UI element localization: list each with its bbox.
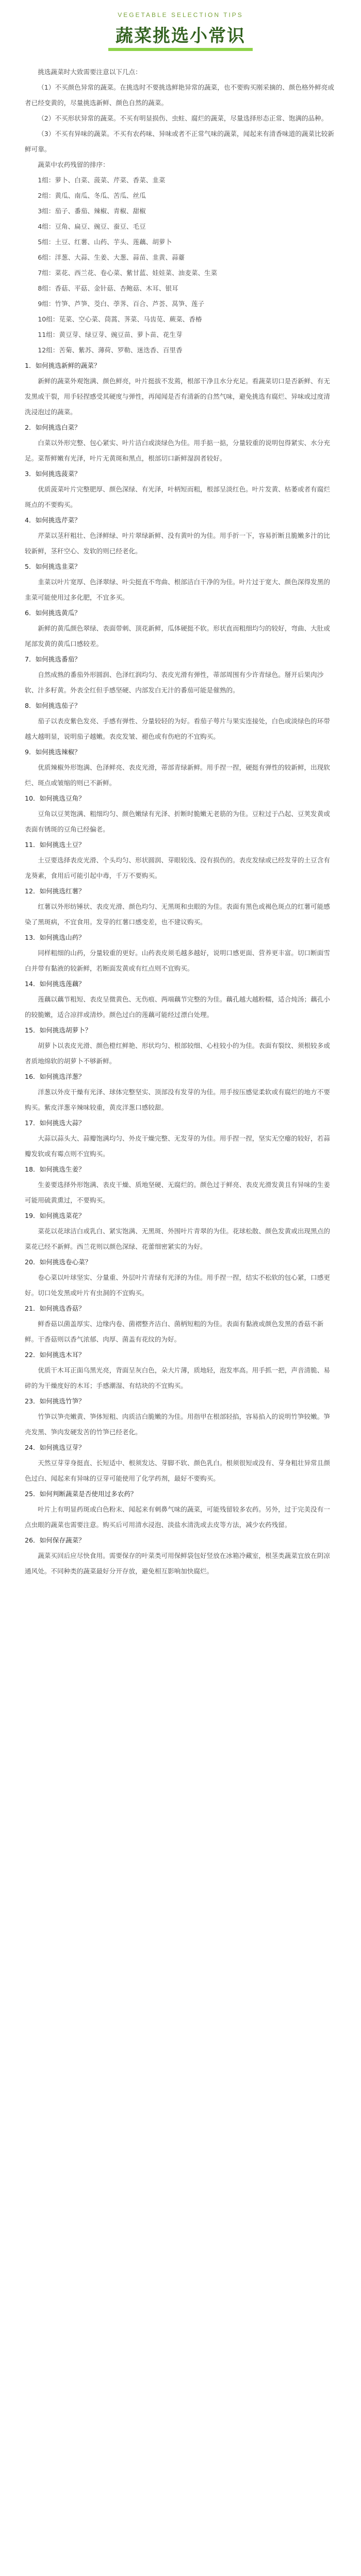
paragraph: 白菜以外形完整、包心紧实、叶片洁白或淡绿色为佳。用手掂一掂，分量较重的说明包得紧实、水分充足。菜帮鲜嫩有光泽，叶片无黄斑和黑点，根部切口新鲜湿润者较好。: [25, 439, 330, 462]
paragraph: 生姜要选择外形饱满、表皮干燥、质地坚硬、无腐烂的。颜色过于鲜亮、表皮光滑发黄且有异味的生姜可能用硫黄熏过，不要购买。: [25, 1181, 330, 1204]
paragraph: 蔬菜中农药残留的排序：: [38, 161, 109, 168]
paragraph: 新鲜的蔬菜外观饱满、颜色鲜亮，叶片挺拔不发蔫，根部干净且水分充足。看蔬菜切口是否新鲜、有无发黑或干裂，用手轻捏感受其硬度与弹性，再闻闻是否有清新的自然气味，避免挑选有腐烂、异味或过度清洗浸泡过的蔬菜。: [25, 377, 330, 416]
paragraph: 豆角以豆荚饱满、粗细均匀、颜色嫩绿有光泽、折断时脆嫩无老筋的为佳。豆粒过于凸起、豆荚发黄或表面有锈斑的豆角已经偏老。: [25, 810, 330, 833]
question-heading: 4．如何挑选芹菜？: [25, 516, 81, 524]
header-eyebrow: VEGETABLE SELECTION TIPS: [118, 11, 243, 19]
article-body: [0, 51, 361, 1579]
paragraph: 12组：苦菊、紫苏、薄荷、罗勒、迷迭香、百里香: [38, 346, 183, 354]
question-heading: 25．如何判断蔬菜是否使用过多农药？: [25, 1490, 137, 1498]
question-heading: 18．如何挑选生姜？: [25, 1165, 85, 1173]
paragraph: 9组：竹笋、芦笋、茭白、荸荠、百合、芦荟、莴笋、莲子: [38, 300, 205, 308]
question-heading: 10．如何挑选豆角？: [25, 794, 85, 802]
paragraph: 韭菜以叶片宽厚、色泽翠绿、叶尖挺直不弯曲、根部洁白干净的为佳。叶片过于宽大、颜色深得发黑的韭菜可能使用过多化肥，不宜多买。: [25, 578, 330, 601]
paragraph: 红薯以外形纺锤状、表皮光滑、颜色均匀、无黑斑和虫眼的为佳。表面有黑色或褐色斑点的红薯可能感染了黑斑病，不宜食用。发芽的红薯口感变差，也不建议购买。: [25, 903, 330, 926]
paragraph: 2组：黄瓜、南瓜、冬瓜、苦瓜、丝瓜: [38, 192, 146, 199]
question-heading: 21．如何挑选香菇？: [25, 1304, 85, 1312]
paragraph: （3）不买有异味的蔬菜。不买有农药味、异味或者不正常气味的蔬菜，闻起来有清香味道的蔬菜比较新鲜可靠。: [25, 130, 334, 153]
question-heading: 2．如何挑选白菜？: [25, 423, 81, 431]
paragraph: 芹菜以茎秆粗壮、色泽鲜绿、叶片翠绿新鲜、没有黄叶的为佳。用手折一下，容易折断且脆嫩多汁的比较新鲜，茎秆空心、发软的则已经老化。: [25, 532, 330, 555]
question-heading: 1．如何挑选新鲜的蔬菜？: [25, 362, 101, 369]
paragraph: 同样粗细的山药，分量较重的更好。山药表皮须毛越多越好，说明口感更面、营养更丰富。切口断面雪白并带有黏液的较新鲜，若断面发黄或有红点则不宜购买。: [25, 949, 330, 972]
question-heading: 17．如何挑选大蒜？: [25, 1119, 85, 1127]
paragraph: 土豆要选择表皮光滑、个头均匀、形状圆润、芽眼较浅、没有损伤的。表皮发绿或已经发芽的土豆含有龙葵素，食用后可能引起中毒，千万不要购买。: [25, 856, 330, 879]
paragraph: 菜花以花球洁白或乳白、紧实饱满、无黑斑、外围叶片青翠的为佳。花球松散、颜色发黄或出现黑点的菜花已经不新鲜。西兰花则以颜色深绿、花蕾细密紧实的为好。: [25, 1227, 330, 1250]
question-heading: 15．如何挑选胡萝卜？: [25, 1026, 92, 1034]
paragraph: 7组：菜花、西兰花、卷心菜、紫甘蓝、娃娃菜、油麦菜、生菜: [38, 269, 218, 277]
paragraph: 卷心菜以叶球坚实、分量重、外层叶片青绿有光泽的为佳。用手捏一捏，结实不松软的包心紧，口感更好。切口处发黑或叶片有虫洞的不宜购买。: [25, 1274, 330, 1297]
question-heading: 8．如何挑选茄子？: [25, 702, 81, 709]
question-heading: 6．如何挑选黄瓜？: [25, 609, 81, 617]
question-heading: 22．如何挑选木耳？: [25, 1351, 85, 1359]
paragraph: （2）不买形状异常的蔬菜。不买有明显损伤、虫蛀、腐烂的蔬菜，尽量选择形态正常、饱满的品种。: [38, 114, 328, 122]
paragraph: 10组：苋菜、空心菜、茼蒿、荠菜、马齿苋、蕨菜、香椿: [38, 315, 202, 323]
paragraph: 自然成熟的番茄外形圆润、色泽红润均匀、表皮光滑有弹性，蒂部周围有少许青绿色。掰开后果肉沙软、汁多籽黄。外表全红但手感坚硬、内部发白无汁的番茄可能是催熟的。: [25, 671, 324, 694]
paragraph: 4组：豆角、扁豆、豌豆、蚕豆、毛豆: [38, 223, 146, 230]
question-heading: 14．如何挑选莲藕？: [25, 980, 85, 988]
paragraph: 挑选蔬菜时大致需要注意以下几点：: [38, 68, 142, 76]
question-heading: 16．如何挑选洋葱？: [25, 1073, 85, 1080]
paragraph: 蔬菜买回后应尽快食用。需要保存的叶菜类可用保鲜袋包好竖放在冰箱冷藏室，根茎类蔬菜宜放在阴凉通风处。不同种类的蔬菜最好分开存放，避免相互影响加快腐烂。: [25, 1552, 330, 1575]
question-heading: 7．如何挑选番茄？: [25, 655, 81, 663]
paragraph: 优质干木耳正面乌黑光亮，背面呈灰白色，朵大片薄，质地轻，泡发率高。用手抓一把，声音清脆、易碎的为干燥度好的木耳；手感潮湿、有结块的不宜购买。: [25, 1366, 330, 1389]
paragraph: 鲜香菇以菌盖厚实、边缘内卷、菌褶整齐洁白、菌柄短粗的为佳。表面有黏液或颜色发黑的香菇不新鲜。干香菇则以香气浓郁、肉厚、菌盖有花纹的为好。: [25, 1320, 324, 1343]
page-title: 蔬菜挑选小常识: [108, 22, 253, 51]
paragraph: 优质菠菜叶片完整肥厚、颜色深绿、有光泽，叶柄短而粗，根部呈淡红色。叶片发黄、枯萎或者有腐烂斑点的不要购买。: [25, 485, 330, 509]
question-heading: 19．如何挑选菜花？: [25, 1212, 85, 1219]
paragraph: 天然豆芽芽身挺直、长短适中、根须发达、芽脚不软、颜色乳白。根须很短或没有、芽身粗壮异常且颜色过白、闻起来有异味的豆芽可能使用了化学药剂，最好不要购买。: [25, 1459, 330, 1482]
paragraph: 8组：香菇、平菇、金针菇、杏鲍菇、木耳、银耳: [38, 284, 178, 292]
header: [0, 0, 361, 51]
paragraph: 新鲜的黄瓜颜色翠绿、表面带刺、顶花新鲜，瓜体硬挺不软。形状直而粗细均匀的较好，弯曲、大肚或尾部发黄的黄瓜口感较差。: [25, 624, 330, 648]
paragraph: 优质辣椒外形饱满、色泽鲜亮、表皮光滑，蒂部青绿新鲜。用手捏一捏，硬挺有弹性的较新鲜，出现软烂、斑点或皱缩的则已不新鲜。: [25, 764, 330, 787]
paragraph: 叶片上有明显药斑或白色粉末、闻起来有刺鼻气味的蔬菜，可能残留较多农药。另外，过于完美没有一点虫眼的蔬菜也需要注意。购买后可用清水浸泡、淡盐水清洗或去皮等方法，减少农药残留。: [25, 1505, 330, 1529]
question-heading: 9．如何挑选辣椒？: [25, 748, 81, 756]
paragraph: 大蒜以蒜头大、蒜瓣饱满均匀、外皮干燥完整、无发芽的为佳。用手捏一捏，坚实无空瘪的较好，若蒜瓣发软或有霉点则不宜购买。: [25, 1134, 330, 1158]
question-heading: 12．如何挑选红薯？: [25, 887, 85, 895]
question-heading: 11．如何挑选土豆？: [25, 841, 85, 849]
paragraph: 胡萝卜以表皮光滑、颜色橙红鲜艳、形状均匀、根部较细、心柱较小的为佳。表面有裂纹、须根较多或者质地绵软的胡萝卜不够新鲜。: [25, 1042, 330, 1065]
question-heading: 13．如何挑选山药？: [25, 934, 85, 941]
paragraph: 6组：洋葱、大蒜、生姜、大葱、蒜苗、韭黄、蒜薹: [38, 253, 185, 261]
question-heading: 24．如何挑选豆芽？: [25, 1444, 85, 1451]
question-heading: 26．如何保存蔬菜？: [25, 1536, 85, 1544]
question-heading: 5．如何挑选韭菜？: [25, 563, 81, 570]
paragraph: 11组：黄豆芽、绿豆芽、豌豆苗、萝卜苗、花生芽: [38, 331, 183, 338]
question-heading: 20．如何挑选卷心菜？: [25, 1258, 92, 1266]
paragraph: （1）不买颜色异常的蔬菜。在挑选时不要挑选鲜艳异常的蔬菜，也不要购买刚采摘的、颜色格外鲜亮或者已经变黄的，尽量挑选新鲜、颜色自然的蔬菜。: [25, 83, 334, 107]
paragraph: 3组：茄子、番茄、辣椒、青椒、甜椒: [38, 207, 146, 215]
paragraph: 1组：萝卜、白菜、菠菜、芹菜、香菜、韭菜: [38, 176, 166, 184]
paragraph: 莲藕以藕节粗短、表皮呈微黄色、无伤痕、两端藕节完整的为佳。藕孔越大越粉糯，适合炖汤；藕孔小的较脆嫩，适合凉拌或清炒。颜色过白的莲藕可能经过漂白处理。: [25, 995, 330, 1019]
question-heading: 3．如何挑选菠菜？: [25, 470, 81, 478]
paragraph: 茄子以表皮紫色发亮、手感有弹性、分量较轻的为好。看茄子萼片与果实连接处，白色或淡绿色的环带越大越明显，说明茄子越嫩。表皮发皱、褪色或有伤疤的不宜购买。: [25, 717, 330, 740]
paragraph: 竹笋以笋壳嫩黄、笋体短粗、肉质洁白脆嫩的为佳。用指甲在根部轻掐，容易掐入的说明竹笋较嫩。笋壳发黑、笋肉发硬发苦的竹笋已经老化。: [25, 1413, 330, 1436]
paragraph: 洋葱以外皮干燥有光泽、球体完整坚实、顶部没有发芽的为佳。用手按压感觉柔软或有腐烂的地方不要购买。紫皮洋葱辛辣味较重，黄皮洋葱口感较甜。: [25, 1088, 330, 1111]
paragraph: 5组：土豆、红薯、山药、芋头、莲藕、胡萝卜: [38, 238, 172, 246]
question-heading: 23．如何挑选竹笋？: [25, 1397, 85, 1405]
